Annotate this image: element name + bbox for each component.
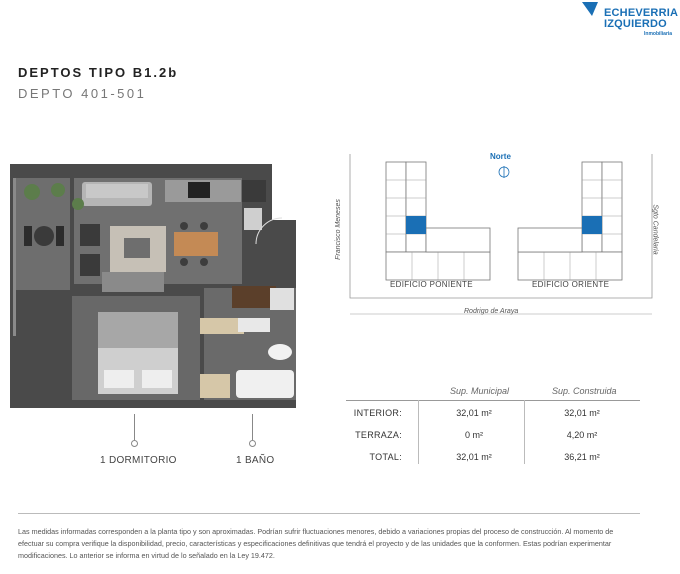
logo-mark-icon xyxy=(582,2,598,16)
brand-name-line1: ECHEVERRIA xyxy=(604,7,679,19)
page-title: DEPTOS TIPO B1.2b xyxy=(18,65,179,80)
floor-plan xyxy=(10,164,310,414)
site-plan xyxy=(334,148,670,320)
building-label-oriente: EDIFICIO ORIENTE xyxy=(532,280,610,289)
col-header-construida: Sup. Construida xyxy=(552,386,617,396)
col-header-municipal: Sup. Municipal xyxy=(450,386,510,396)
row-label-total: TOTAL: xyxy=(369,452,402,462)
north-label: Norte xyxy=(490,152,511,161)
cell-total-construida: 36,21 m² xyxy=(564,452,600,462)
site-plan-drawing xyxy=(340,148,670,320)
street-label-east: Sgto Candelaria xyxy=(651,204,659,255)
room-label-bedroom: 1 DORMITORIO xyxy=(100,455,177,466)
brand-name-line2: IZQUIERDO xyxy=(604,18,667,30)
room-pin-line-bedroom xyxy=(134,414,135,440)
cell-interior-municipal: 32,01 m² xyxy=(456,408,492,418)
unit-highlight-oriente xyxy=(582,216,602,234)
street-label-west: Francisco Meneses xyxy=(334,199,342,260)
table-divider-1 xyxy=(418,400,419,464)
cell-total-municipal: 32,01 m² xyxy=(456,452,492,462)
row-label-terraza: TERRAZA: xyxy=(355,430,402,440)
building-label-poniente: EDIFICIO PONIENTE xyxy=(390,280,473,289)
room-pin-dot-bedroom xyxy=(131,440,138,447)
cell-interior-construida: 32,01 m² xyxy=(564,408,600,418)
street-label-south: Rodrigo de Araya xyxy=(464,308,519,315)
page-subtitle: DEPTO 401-501 xyxy=(18,86,147,101)
brand-logo xyxy=(592,2,679,42)
room-pin-dot-bath xyxy=(249,440,256,447)
brand-tagline: Inmobiliaria xyxy=(644,31,673,37)
cell-terraza-municipal: 0 m² xyxy=(465,430,483,440)
cell-terraza-construida: 4,20 m² xyxy=(566,430,598,440)
legal-disclaimer: Las medidas informadas corresponden a la planta tipo y son aproximadas. Podrían sufrir fluctuaciones menores, debido a variaciones propias del proceso de construcción. Al momento de efectuar su compra verifique la disponibilidad, precio, características y especificaciones definitivas que tendrá el proyecto y de las unidades que la conformen. Estas podrían experimentar modificaciones. Lo anterior se informa en virtud de lo señalado en la Ley 19.472. xyxy=(18,527,614,560)
row-label-interior: INTERIOR: xyxy=(353,408,402,418)
room-label-bath: 1 BAÑO xyxy=(236,455,275,466)
table-divider-2 xyxy=(524,400,525,464)
table-header-rule xyxy=(346,400,640,401)
footer-divider xyxy=(18,513,640,514)
floor-plan-drawing xyxy=(10,164,310,414)
surfaces-table xyxy=(346,386,646,466)
unit-highlight-poniente xyxy=(406,216,426,234)
room-pin-line-bath xyxy=(252,414,253,440)
